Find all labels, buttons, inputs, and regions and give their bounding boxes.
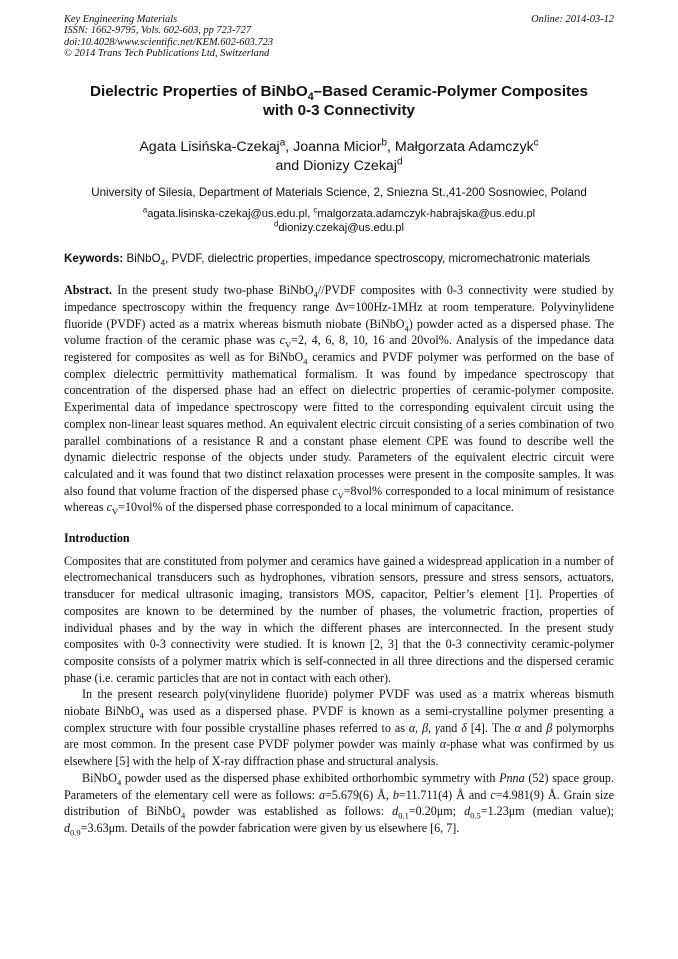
email-link[interactable]: agata.lisinska-czekaj@us.edu.pl xyxy=(147,208,308,221)
author-name: Joanna Micior xyxy=(293,139,382,156)
abstract-text: In the present study two-phase BiNbO xyxy=(112,283,314,298)
greek-symbol: β xyxy=(546,720,553,735)
title-text: Dielectric Properties of BiNbO xyxy=(90,83,308,101)
title-line2: with 0-3 Connectivity xyxy=(263,102,415,120)
paper-title xyxy=(64,82,614,120)
abstract-subscript: V xyxy=(112,506,119,517)
greek-symbol: α, β, γ xyxy=(408,720,440,735)
author-emails xyxy=(64,207,614,235)
paragraph-text: polymorphs are most common. In the present case PVDF polymer powder was mainly xyxy=(64,720,614,752)
paragraph-text: powder was established as follows: xyxy=(185,804,393,819)
abstract-text: =10vol% of the dispersed phase corresponded to a local minimum of capacitance. xyxy=(118,500,514,515)
paragraph-text: In the present research poly(vinylidene fluoride) polymer PVDF was used as a matrix whereas bismuth niobate BiNbO xyxy=(64,687,614,719)
intro-paragraph xyxy=(64,770,614,837)
paragraph-text: -phase what was confirmed by us elsewhere [5] with the help of X-ray diffraction phase and structural analysis. xyxy=(64,737,614,769)
paragraph-text: =5.679(6) Å, xyxy=(324,787,393,802)
paragraph-text: powder used as the dispersed phase exhibited orthorhombic symmetry with xyxy=(121,770,500,785)
paragraph-text: (52) space group. Parameters of the elementary cell were as follows: xyxy=(64,770,614,802)
journal-copyright: © 2014 Trans Tech Publications Ltd, Switzerland xyxy=(64,47,270,59)
keywords xyxy=(64,251,614,267)
email-separator: , xyxy=(307,208,314,221)
title-text: –Based Ceramic-Polymer Composites xyxy=(313,83,588,101)
journal-name: Key Engineering Materials xyxy=(64,14,178,25)
journal-issn: ISSN: 1662-9795, Vols. 602-603, pp 723-727 xyxy=(64,25,252,37)
abstract xyxy=(64,282,614,516)
paragraph-subscript: 0.9 xyxy=(70,827,81,838)
journal-doi: doi:10.4028/www.scientific.net/KEM.602-603.723 xyxy=(64,36,274,48)
author-mark: d xyxy=(396,156,403,168)
email-link[interactable]: malgorzata.adamczyk-habrajska@us.edu.pl xyxy=(317,208,536,221)
abstract-text: ) powder acted as a dispersed phase. The volume fraction of the ceramic phase was xyxy=(64,316,614,348)
grain-symbol: d xyxy=(392,804,399,819)
abstract-text: =8vol% corresponded to a local minimum of resistance whereas xyxy=(64,483,614,515)
keywords-label: Keywords: xyxy=(64,252,124,266)
paragraph-subscript: 4 xyxy=(180,810,186,821)
paragraph-text: =3.63μm. Details of the powder fabrication were given by us elsewhere [6, 7]. xyxy=(80,820,460,835)
author-separator: , xyxy=(387,139,395,156)
paragraph-text: =4.981(9) Å. Grain size distribution of BiNbO xyxy=(64,787,614,819)
abstract-symbol: c xyxy=(106,500,113,515)
lattice-symbol: a xyxy=(318,787,325,802)
greek-symbol: α xyxy=(439,737,447,752)
abstract-subscript: 4 xyxy=(404,323,409,333)
grain-symbol: d xyxy=(64,820,71,835)
author-separator: and xyxy=(275,158,304,175)
keywords-text: BiNbO xyxy=(123,252,161,266)
abstract-text: =2, 4, 6, 8, 10, 16 and 20vol%. Analysis of the impedance data registered for composites as well as for BiNbO xyxy=(64,333,614,364)
title-subscript: 4 xyxy=(307,91,314,104)
paragraph-text: BiNbO xyxy=(82,770,117,785)
author-mark: b xyxy=(381,137,387,149)
abstract-subscript: V xyxy=(337,490,344,501)
abstract-text: //PVDF composites with 0-3 connectivity were studied by impedance spectroscopy within the frequency range Δν=100Hz-1MHz at room temperature. Polyvinylidene fluoride (PVDF) acted as a matrix whereas bismuth niobate (BiNbO xyxy=(64,283,614,331)
lattice-symbol: c xyxy=(490,787,496,802)
paragraph-text: =1.23μm (median value); xyxy=(480,804,614,819)
paragraph-subscript: 0.5 xyxy=(470,810,481,821)
abstract-symbol: c xyxy=(279,333,286,348)
journal-header xyxy=(64,14,614,59)
author-mark: c xyxy=(533,137,539,149)
paragraph-text: and xyxy=(439,720,462,735)
paragraph-text: =11.711(4) Å and xyxy=(398,787,491,802)
email-mark: d xyxy=(274,219,279,229)
author-name: Dionizy Czekaj xyxy=(303,158,397,175)
paragraph-text: [4]. The xyxy=(466,720,515,735)
paragraph-text: =0.20μm; xyxy=(408,804,465,819)
section-heading: Introduction xyxy=(64,531,130,546)
paragraph-subscript: 4 xyxy=(116,777,122,788)
author-name: Małgorzata Adamczyk xyxy=(394,139,534,156)
online-date: Online: 2014-03-12 xyxy=(531,14,614,25)
greek-symbol: δ xyxy=(461,720,467,735)
intro-paragraph: Composites that are constituted from polymer and ceramics have gained a widespread application in a number of electromechanical transducers such as hydrophones, vibration sensors, pressure and stress sensors, actuators, transducer for medical ultrasonic imaging, transistors MOS, capacitor, Peltier’s element [1]. Properties of composites are known to be determined by the number of phases, the volumetric fraction, properties of individual phases and by the way in which the different phases are interconnected. In the present study composites with 0-3 connectivity were studied. It is known [2, 3] that the 0-3 connectivity ceramic-polymer composite consists of a polymer matrix which is self-connected in all three directions and the dispersed ceramic phase (i.e. ceramic particles that are not in contact with each other). xyxy=(64,553,614,685)
author-list xyxy=(64,138,614,176)
keywords-subscript: 4 xyxy=(160,258,166,268)
space-group-symbol: Pnna xyxy=(499,770,525,785)
lattice-symbol: b xyxy=(392,787,399,802)
abstract-subscript: 4 xyxy=(313,289,318,300)
abstract-subscript: 4 xyxy=(303,356,308,367)
email-mark: c xyxy=(313,205,318,215)
affiliation: University of Silesia, Department of Materials Science, 2, Sniezna St.,41-200 Sosnowiec, Poland xyxy=(91,186,587,200)
author-mark: a xyxy=(279,137,286,149)
intro-paragraph xyxy=(64,686,614,770)
abstract-text: ceramics and PVDF polymer was performed on the base of complex dielectric permittivity mathematical formalism. It was found by impedance spectroscopy that concentration of the dispersed phase had an effect on dielectric properties of ceramic-polymer composite. Experimental data of impedance spectroscopy were fitted to the corresponding equivalent circuit using the complex non-linear least squares method. An equivalent electric circuit consisting of a series combination of two parallel combinations of a resistance R and a constant phase element CPE was found to describe well the dynamic dielectric response of the objects under study. Parameters of the equivalent electric circuit were calculated and it was found that two distinct relaxation processes were present in the composite samples. It was also found that volume fraction of the dispersed phase xyxy=(64,350,615,498)
email-link[interactable]: dionizy.czekaj@us.edu.pl xyxy=(278,222,404,235)
email-mark: a xyxy=(142,205,148,215)
author-separator: , xyxy=(285,139,294,156)
paragraph-subscript: 4 xyxy=(139,710,144,721)
paragraph-subscript: 0.1 xyxy=(398,810,409,821)
greek-symbol: α xyxy=(514,720,521,735)
paragraph-text: and xyxy=(520,720,547,735)
abstract-symbol: c xyxy=(332,483,338,498)
abstract-label: Abstract. xyxy=(64,283,113,298)
paragraph-text: was used as a dispersed phase. PVDF is known as a semi-crystalline polymer presenting a complex structure with four possible crystalline phases referred to as xyxy=(64,704,615,735)
author-name: Agata Lisińska-Czekaj xyxy=(139,139,280,156)
abstract-subscript: V xyxy=(285,339,292,350)
keywords-text: , PVDF, dielectric properties, impedance spectroscopy, micromechatronic materials xyxy=(165,252,591,266)
grain-symbol: d xyxy=(464,804,471,819)
